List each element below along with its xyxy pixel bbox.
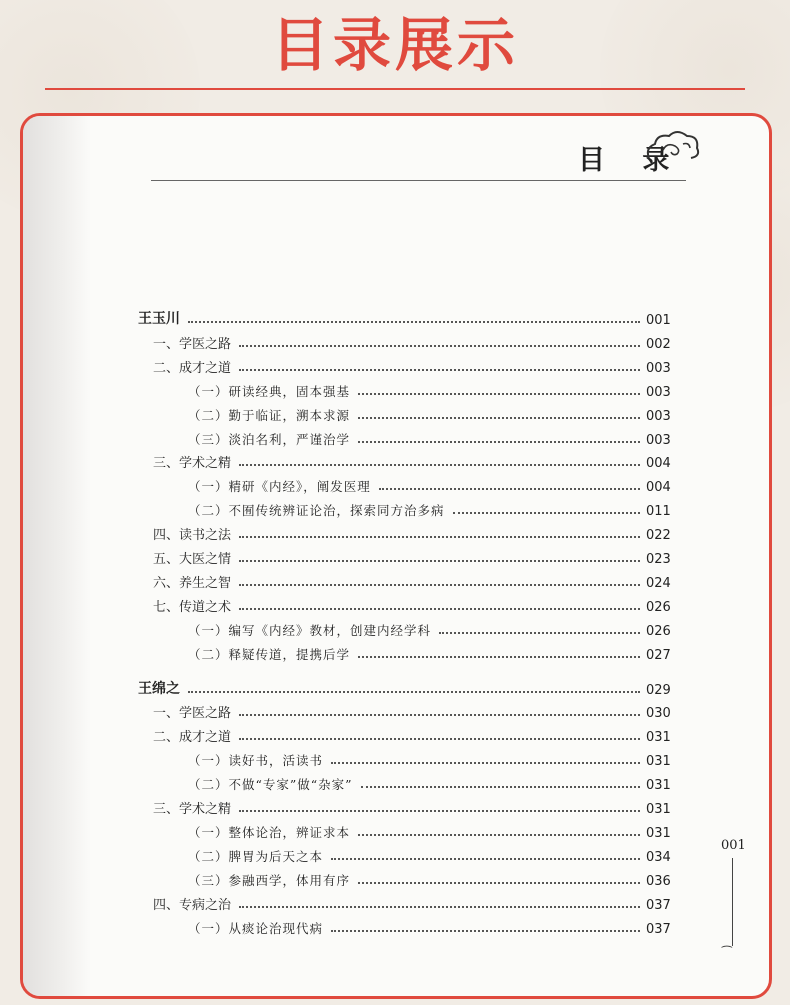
toc-label: （一）整体论治，辨证求本	[188, 824, 351, 840]
toc-row	[23, 795, 769, 817]
toc-label: （三）淡泊名利，严谨治学	[188, 431, 351, 447]
toc-leader-dots	[358, 655, 640, 658]
toc-row	[23, 521, 769, 543]
toc-page-number: 031	[646, 778, 671, 794]
toc-label: （一）研读经典，固本强基	[188, 383, 351, 399]
toc-page-number: 031	[646, 730, 671, 746]
toc-page-number: 034	[646, 849, 671, 865]
toc-leader-dots	[239, 344, 640, 347]
toc-leader-dots	[239, 809, 640, 812]
toc-label: 二、成才之道	[153, 360, 232, 376]
toc-page-number: 023	[646, 552, 671, 567]
toc-leader-dots	[439, 631, 640, 634]
toc-row	[23, 449, 769, 471]
toc-row	[23, 819, 769, 841]
toc-page-number: 001	[646, 313, 671, 328]
toc-label: （二）不囿传统辨证论治，探索同方治多病	[188, 503, 445, 519]
toc-row	[23, 676, 769, 698]
toc-row	[23, 723, 769, 745]
toc-row	[23, 473, 769, 495]
toc-leader-dots	[239, 559, 640, 562]
toc-page-number: 027	[646, 647, 671, 663]
table-of-contents	[23, 116, 769, 996]
toc-page-number: 003	[646, 432, 671, 448]
toc-label: 六、养生之智	[153, 575, 232, 591]
toc-row	[23, 891, 769, 913]
toc-label: （一）从痰论治现代病	[188, 920, 324, 936]
toc-leader-dots	[239, 713, 640, 716]
toc-page-number: 026	[646, 623, 671, 639]
toc-leader-dots	[239, 737, 640, 740]
toc-page-number: 029	[646, 682, 671, 698]
toc-label: 王绵之	[138, 680, 180, 697]
toc-row	[23, 747, 769, 769]
toc-row	[23, 593, 769, 615]
toc-row	[23, 354, 769, 376]
toc-label: 王玉川	[138, 311, 180, 327]
toc-row	[23, 915, 769, 937]
toc-row	[23, 867, 769, 889]
page-heading: 目 录	[578, 145, 684, 176]
side-ornament-icon: ⁀	[722, 946, 732, 960]
toc-label: 一、学医之路	[153, 336, 232, 352]
toc-row	[23, 378, 769, 400]
toc-leader-dots	[331, 761, 640, 764]
toc-label: （二）勤于临证，溯本求源	[188, 407, 351, 423]
toc-leader-dots	[239, 607, 640, 610]
toc-label: 三、学术之精	[153, 802, 232, 817]
toc-leader-dots	[331, 929, 640, 932]
toc-label: （一）读好书，活读书	[188, 753, 324, 769]
book-page-frame	[20, 113, 772, 999]
toc-row	[23, 330, 769, 352]
toc-leader-dots	[331, 857, 640, 860]
toc-label: （三）参融西学，体用有序	[188, 872, 351, 888]
toc-row	[23, 699, 769, 721]
toc-label: （二）不做“专家”做“杂家”	[188, 777, 353, 793]
toc-row	[23, 497, 769, 519]
toc-leader-dots	[188, 690, 640, 693]
side-page-number: 001	[721, 838, 746, 853]
toc-leader-dots	[239, 463, 640, 466]
toc-page-number: 037	[646, 921, 671, 937]
toc-page-number: 003	[646, 360, 671, 376]
toc-row	[23, 545, 769, 567]
toc-page-number: 030	[646, 706, 671, 722]
toc-leader-dots	[358, 440, 640, 443]
toc-page-number: 037	[646, 897, 671, 913]
toc-page-number: 004	[646, 480, 671, 496]
toc-row	[23, 306, 769, 328]
toc-row	[23, 402, 769, 424]
toc-label: （二）脾胃为后天之本	[188, 848, 324, 864]
toc-page-number: 003	[646, 408, 671, 424]
toc-page-number: 031	[646, 754, 671, 770]
toc-leader-dots	[239, 583, 640, 586]
toc-label: 二、成才之道	[153, 730, 232, 746]
toc-leader-dots	[453, 511, 640, 514]
toc-label: （一）精研《内经》，阐发医理	[188, 479, 371, 495]
toc-page-number: 031	[646, 825, 671, 841]
toc-row	[23, 426, 769, 448]
toc-row	[23, 617, 769, 639]
toc-page-number: 026	[646, 599, 671, 615]
toc-row	[23, 641, 769, 663]
toc-row	[23, 843, 769, 865]
toc-leader-dots	[358, 881, 640, 884]
toc-leader-dots	[188, 320, 640, 323]
toc-leader-dots	[239, 368, 640, 371]
side-rule	[732, 858, 733, 946]
toc-label: 四、专病之治	[153, 897, 232, 913]
toc-label: 四、读书之法	[153, 528, 232, 544]
toc-label: 一、学医之路	[153, 706, 232, 722]
toc-label: 七、传道之术	[153, 599, 232, 615]
toc-row	[23, 569, 769, 591]
toc-page-number: 002	[646, 336, 671, 352]
toc-leader-dots	[239, 535, 640, 538]
toc-page-number: 031	[646, 802, 671, 817]
toc-leader-dots	[358, 416, 640, 419]
toc-page-number: 022	[646, 528, 671, 544]
toc-leader-dots	[361, 785, 640, 788]
toc-label: （二）释疑传道，提携后学	[188, 646, 351, 662]
toc-leader-dots	[358, 392, 640, 395]
toc-leader-dots	[239, 905, 640, 908]
toc-leader-dots	[379, 487, 640, 490]
toc-label: 三、学术之精	[153, 456, 232, 472]
banner-rule	[45, 88, 745, 90]
toc-leader-dots	[358, 833, 640, 836]
toc-page-number: 004	[646, 456, 671, 472]
toc-page-number: 024	[646, 575, 671, 591]
toc-page-number: 011	[646, 504, 671, 520]
toc-label: 五、大医之情	[153, 552, 232, 567]
toc-page-number: 003	[646, 384, 671, 400]
toc-row	[23, 771, 769, 793]
toc-page-number: 036	[646, 873, 671, 889]
toc-label: （一）编写《内经》教材，创建内经学科	[188, 622, 432, 638]
banner-title: 目录展示	[270, 11, 519, 79]
